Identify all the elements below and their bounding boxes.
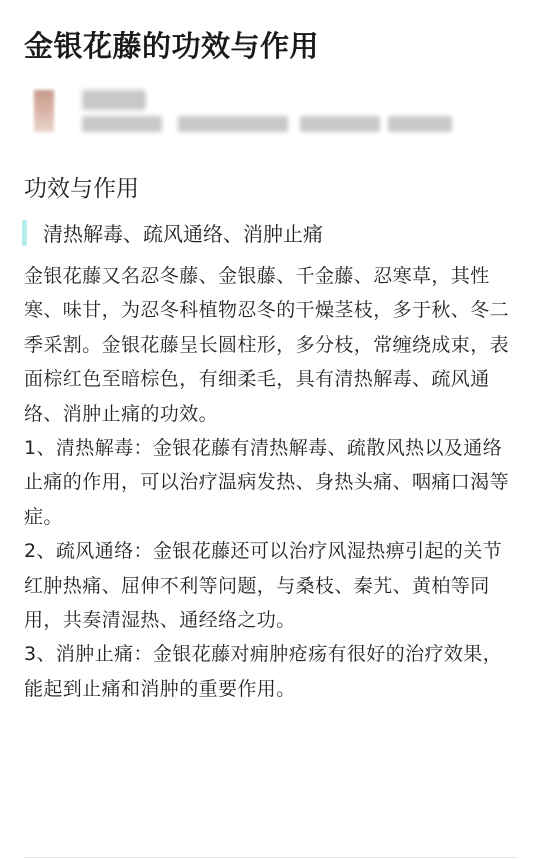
article-title: 金银花藤的功效与作用 — [24, 29, 320, 63]
author-meta-blurred — [388, 116, 452, 132]
author-meta-blurred — [178, 116, 288, 132]
author-name-blurred[interactable] — [82, 90, 146, 110]
paragraph-intro: 金银花藤又名忍冬藤、金银藤、千金藤、忍寒草，其性寒、味甘，为忍冬科植物忍冬的干燥茎枝，多于秋、冬二季采割。金银花藤呈长圆柱形，多分枝，常缠绕成束，表面棕红色至暗棕色，有细柔毛，具有清热解毒、疏风通络、消肿止痛的功效。 — [24, 265, 510, 425]
subheading-accent-bar — [22, 220, 27, 246]
article-body — [24, 259, 518, 706]
avatar[interactable] — [34, 90, 54, 132]
author-info[interactable] — [34, 86, 514, 142]
author-meta-blurred — [82, 116, 162, 132]
paragraph-point-2: 2、疏风通络：金银花藤还可以治疗风湿热痹引起的关节红肿热痛、屈伸不利等问题，与桑枝、秦艽、黄柏等同用，共奏清湿热、通经络之功。 — [24, 540, 503, 632]
paragraph-point-1: 1、清热解毒：金银花藤有清热解毒、疏散风热以及通络止痛的作用，可以治疗温病发热、身热头痛、咽痛口渴等症。 — [24, 437, 510, 528]
subheading — [22, 218, 323, 247]
paragraph-point-3: 3、消肿止痛：金银花藤对痈肿疮疡有很好的治疗效果，能起到止痛和消肿的重要作用。 — [24, 643, 503, 700]
bottom-divider — [24, 857, 518, 858]
section-heading: 功效与作用 — [24, 176, 139, 202]
author-meta-blurred — [300, 116, 380, 132]
subheading-text: 清热解毒、疏风通络、消肿止痛 — [43, 222, 323, 246]
